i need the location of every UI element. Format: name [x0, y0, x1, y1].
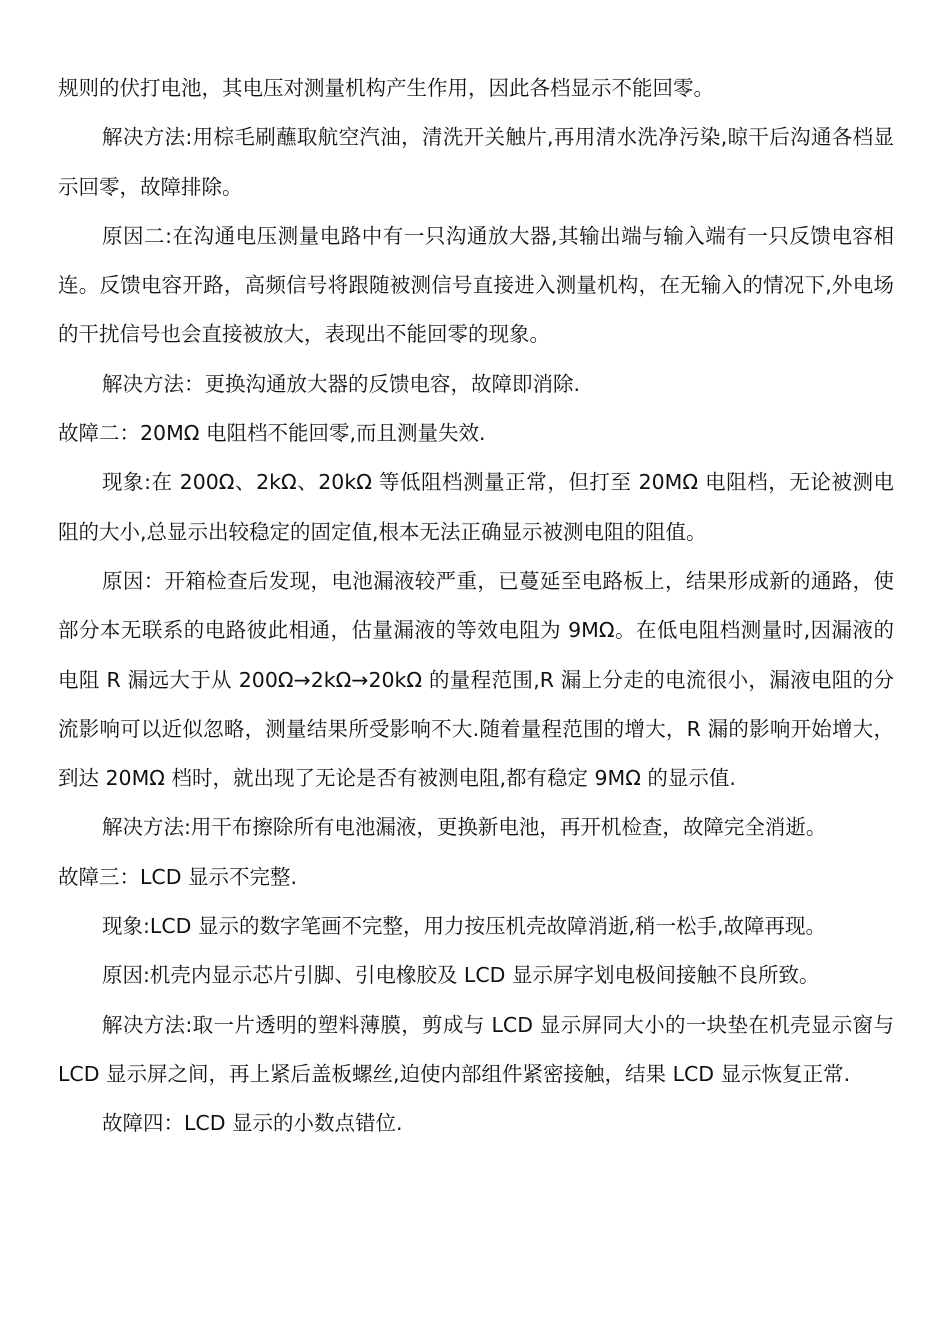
paragraph-solution-clean-contacts: 解决方法:用棕毛刷蘸取航空汽油，清洗开关触片,再用清水洗净污染,晾干后沟通各档显示回零，故障排除。 [58, 125, 894, 199]
paragraph-voltaic-cell-cause: 规则的伏打电池，其电压对测量机构产生作用，因此各档显示不能回零。 [58, 76, 714, 100]
paragraph-fault-three-cause: 原因:机壳内显示芯片引脚、引电橡胶及 LCD 显示屏字划电极间接触不良所致。 [102, 963, 820, 988]
paragraph-fault-two-symptom: 现象:在 200Ω、2kΩ、20kΩ 等低阻档测量正常，但打至 20MΩ 电阻档，无论被测电阻的大小,总显示出较稳定的固定值,根本无法正确显示被测电阻的阻值。 [58, 470, 894, 544]
paragraph-solution-replace-capacitor: 解决方法：更换沟通放大器的反馈电容，故障即消除. [102, 371, 581, 396]
document-page [58, 64, 894, 1149]
paragraph-fault-three-symptom: 现象:LCD 显示的数字笔画不完整，用力按压机壳故障消逝,稍一松手,故障再现。 [102, 914, 826, 939]
heading-fault-two: 故障二：20MΩ 电阻档不能回零,而且测量失效. [58, 421, 486, 446]
paragraph-fault-two-solution: 解决方法:用干布擦除所有电池漏液，更换新电池，再开机检查，故障完全消逝。 [102, 815, 827, 840]
paragraph-cause-two-feedback-capacitor: 原因二:在沟通电压测量电路中有一只沟通放大器,其输出端与输入端有一只反馈电容相连。反馈电容开路，高频信号将跟随被测信号直接进入测量机构，在无输入的情况下,外电场的干扰信号也会直接被放大，表现出不能回零的现象。 [58, 223, 894, 347]
paragraph-fault-three-solution: 解决方法:取一片透明的塑料薄膜，剪成与 LCD 显示屏同大小的一块垫在机壳显示窗与 LCD 显示屏之间，再上紧后盖板螺丝,迫使内部组件紧密接触，结果 LCD 显示恢复正常. [58, 1012, 894, 1086]
paragraph-fault-two-cause: 原因：开箱检查后发现，电池漏液较严重，已蔓延至电路板上，结果形成新的通路，使部分本无联系的电路彼此相通，估量漏液的等效电阻为 9MΩ。在低电阻档测量时,因漏液的电阻 R 漏远大于从 200Ω→2kΩ→20kΩ 的量程范围,R 漏上分走的电流很小，漏液电阻的分流影响可以近似忽略，测量结果所受影响不大.随着量程范围的增大，R 漏的影响开始增大，到达 20MΩ 档时，就出现了无论是否有被测电阻,都有稳定 9MΩ 的显示值. [58, 568, 894, 791]
heading-fault-four: 故障四：LCD 显示的小数点错位. [102, 1111, 403, 1136]
heading-fault-three: 故障三：LCD 显示不完整. [58, 864, 298, 889]
